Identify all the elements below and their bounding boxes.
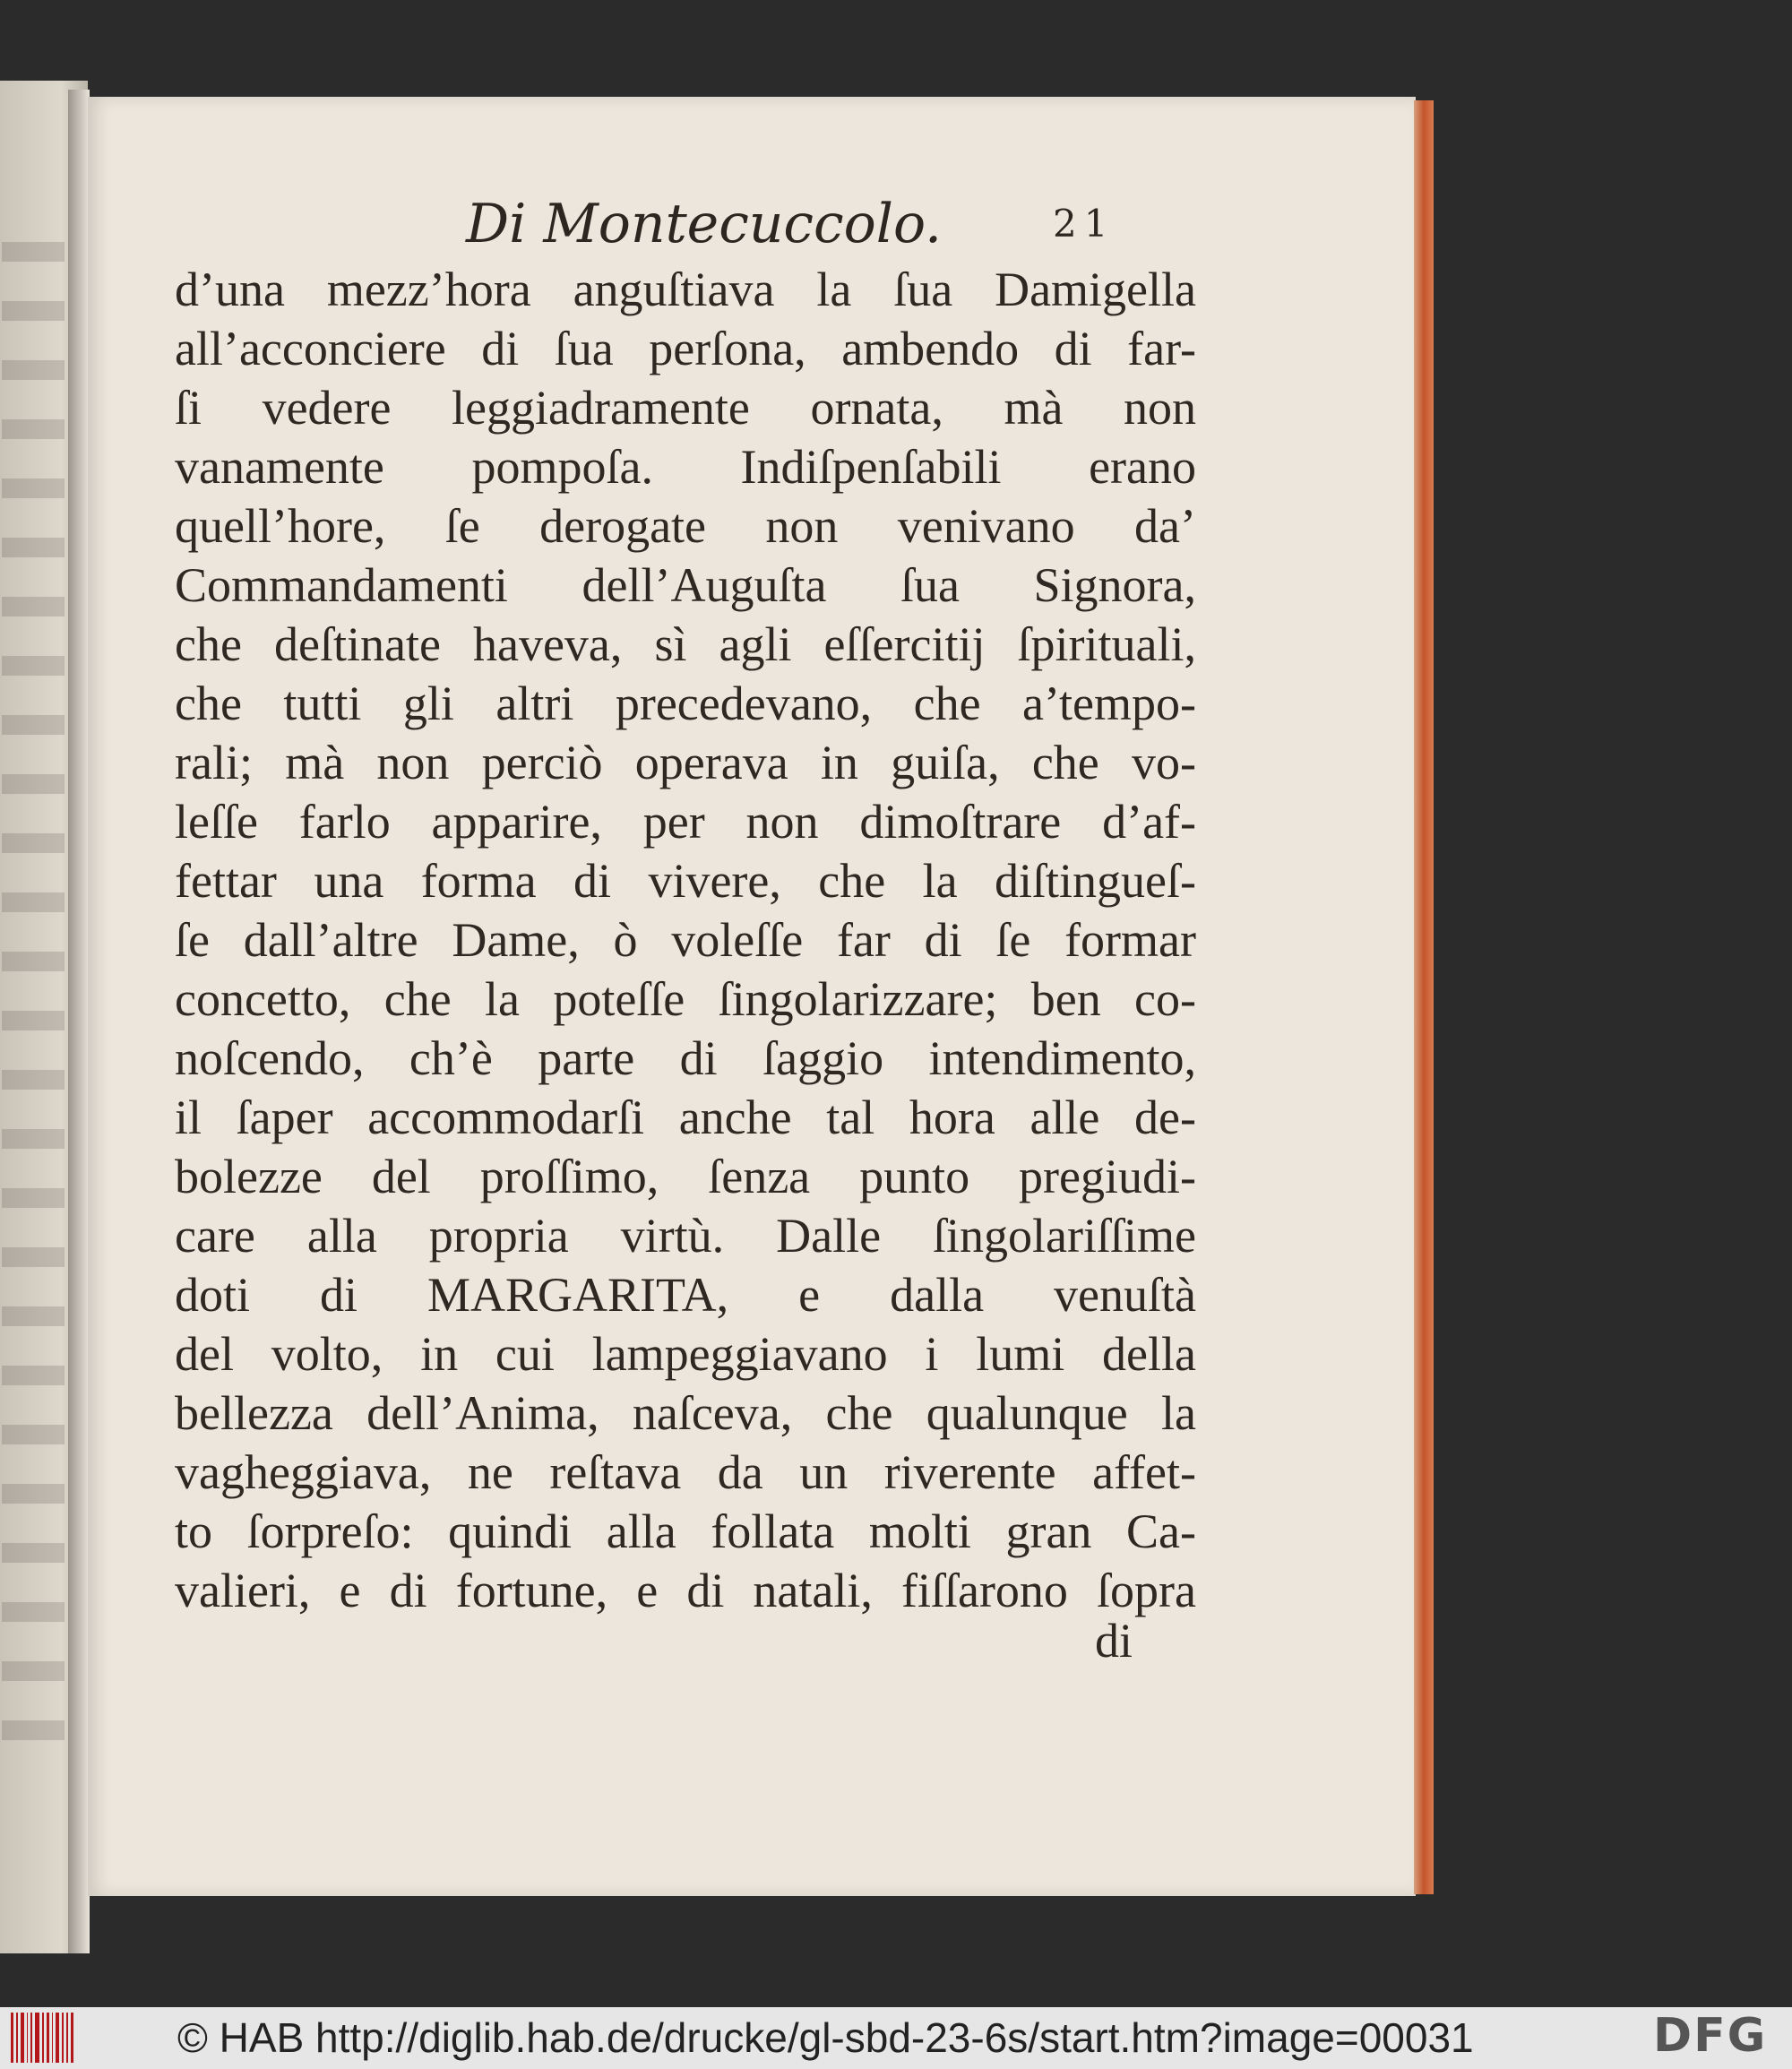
- text-line: d’una mezz’hora anguſtiava la ſua Damigella: [175, 263, 1196, 316]
- text-line: all’acconciere di ſua perſona, ambendo di far-: [175, 322, 1196, 375]
- text-line: vagheggiava, ne reſtava da un riverente affet-: [175, 1445, 1196, 1499]
- dfg-logo: DFG: [1653, 2009, 1768, 2063]
- text-line: che deſtinate haveva, sì agli eſſercitij ſpirituali,: [175, 617, 1196, 671]
- book-gutter: [68, 90, 90, 1953]
- text-line: bellezza dell’Anima, naſceva, che qualunque la: [175, 1386, 1196, 1440]
- catchword: di: [1095, 1614, 1133, 1668]
- text-line: del volto, in cui lampeggiavano i lumi della: [175, 1327, 1196, 1381]
- text-line: care alla propria virtù. Dalle ſingolariſſime: [175, 1209, 1196, 1263]
- body-text: [175, 260, 1196, 1620]
- text-line: rali; mà non perciò operava in guiſa, che vo-: [175, 736, 1196, 789]
- running-head: Di Montecuccolo.: [466, 193, 943, 255]
- text-line: Commandamenti dell’Auguſta ſua Signora,: [175, 558, 1196, 612]
- text-line: leſſe farlo apparire, per non dimoſtrare d’af-: [175, 795, 1196, 849]
- hab-barcode-icon: [11, 2013, 73, 2063]
- text-line: che tutti gli altri precedevano, che a’tempo-: [175, 677, 1196, 730]
- text-line: noſcendo, ch’è parte di ſaggio intendimento,: [175, 1031, 1196, 1085]
- text-line: bolezze del proſſimo, ſenza punto pregiudi-: [175, 1150, 1196, 1203]
- previous-page-text-bleed: [2, 242, 65, 1765]
- text-line: ſi vedere leggiadramente ornata, mà non: [175, 381, 1196, 435]
- text-line: vanamente pompoſa. Indiſpenſabili erano: [175, 440, 1196, 494]
- text-line: quell’hore, ſe derogate non venivano da’: [175, 499, 1196, 553]
- text-line: doti di MARGARITA, e dalla venuſtà: [175, 1268, 1196, 1322]
- copyright-url[interactable]: © HAB http://diglib.hab.de/drucke/gl-sbd-23-6s/start.htm?image=00031: [177, 2014, 1474, 2061]
- text-line: concetto, che la poteſſe ſingolarizzare; ben co-: [175, 972, 1196, 1026]
- page-number: 21: [1053, 202, 1116, 246]
- text-line: to ſorpreſo: quindi alla follata molti gran Ca-: [175, 1504, 1196, 1558]
- page-header: [466, 193, 1165, 255]
- text-line: il ſaper accommodarſi anche tal hora alle de-: [175, 1091, 1196, 1144]
- text-line: ſe dall’altre Dame, ò voleſſe far di ſe formar: [175, 913, 1196, 967]
- text-line: valieri, e di fortune, e di natali, fiſſarono ſopra: [175, 1564, 1196, 1617]
- page-edge-red: [1414, 100, 1434, 1894]
- text-line: fettar una forma di vivere, che la diſtingueſ-: [175, 854, 1196, 908]
